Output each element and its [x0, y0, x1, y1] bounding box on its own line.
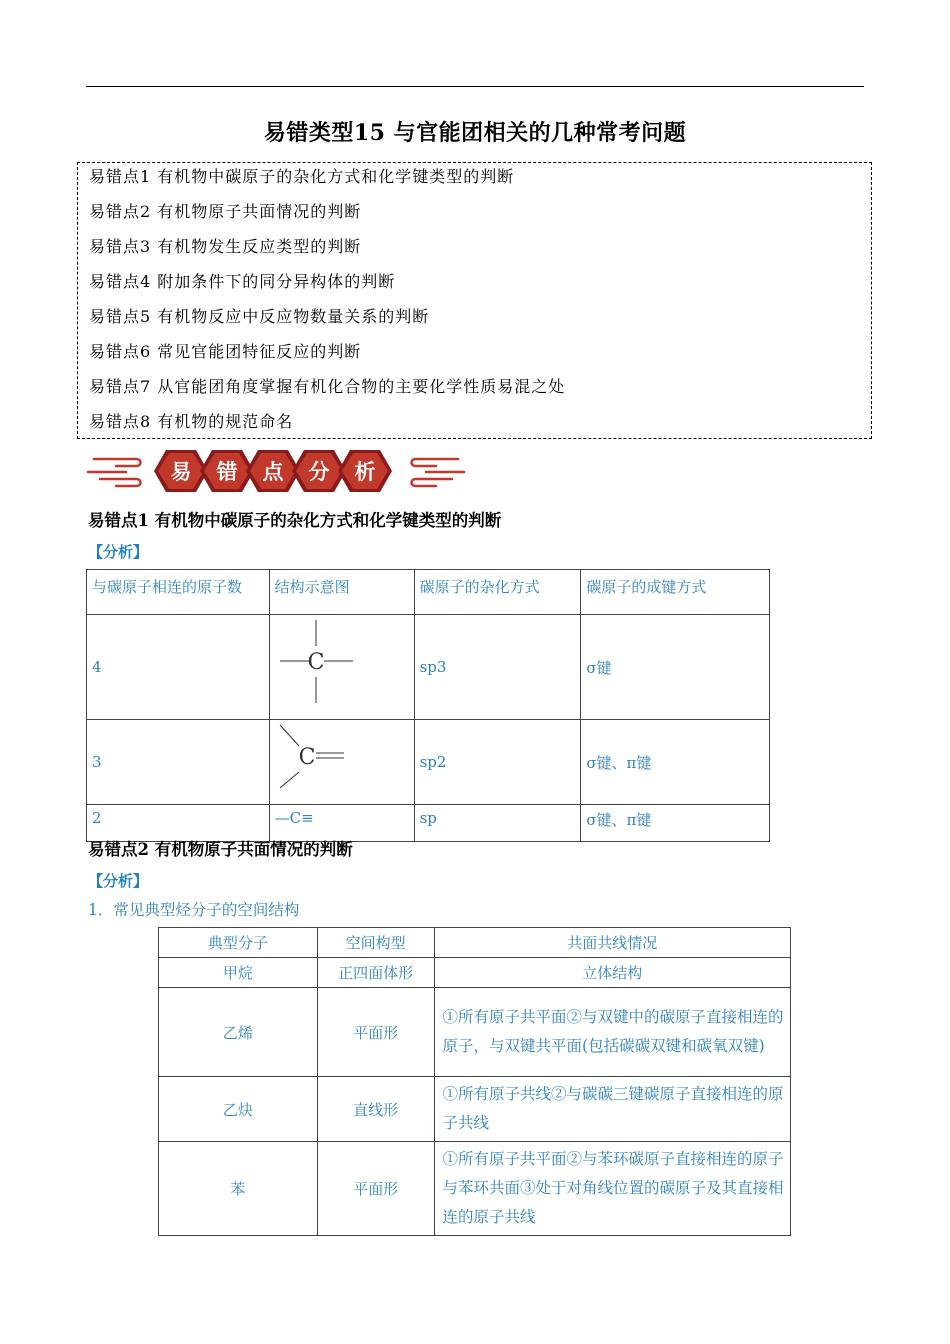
diagram-cell: —C≡ — [269, 805, 414, 842]
section-heading-1: 易错点1 有机物中碳原子的杂化方式和化学键类型的判断 — [88, 511, 502, 530]
subsection-note: 1．常见典型烃分子的空间结构 — [88, 901, 300, 919]
description-cell: ①所有原子共平面②与双键中的碳原子直接相连的原子，与双键共平面(包括碳碳双键和碳氧双键) — [434, 988, 790, 1077]
molecule-cell: 乙烯 — [159, 988, 318, 1077]
bond-cell: σ键 — [581, 615, 770, 720]
banner-char: 分 — [308, 460, 330, 484]
hybrid-cell: sp — [414, 805, 581, 842]
table-header-row — [87, 570, 770, 615]
table-row — [159, 988, 791, 1077]
toc-item[interactable]: 易错点3 有机物发生反应类型的判断 — [89, 237, 362, 256]
svg-text:C: C — [298, 745, 316, 770]
toc-item[interactable]: 易错点7 从官能团角度掌握有机化合物的主要化学性质易混之处 — [89, 377, 566, 396]
analysis-label-1: 【分析】 — [88, 543, 149, 561]
table-header-cell: 空间构型 — [317, 928, 434, 958]
hybridization-table — [86, 569, 770, 842]
banner-right-ornament — [412, 459, 465, 486]
table-row — [87, 615, 770, 720]
table-header-cell: 结构示意图 — [269, 570, 414, 615]
shape-cell: 直线形 — [317, 1077, 434, 1142]
molecule-cell: 甲烷 — [159, 958, 318, 988]
table-header-cell: 与碳原子相连的原子数 — [87, 570, 270, 615]
toc-item[interactable]: 易错点6 常见官能团特征反应的判断 — [89, 342, 362, 361]
toc-item[interactable]: 易错点2 有机物原子共面情况的判断 — [89, 202, 362, 221]
count-cell: 4 — [87, 615, 270, 720]
description-cell: ①所有原子共平面②与苯环碳原子直接相连的原子与苯环共面③处于对角线位置的碳原子及其直接相连的原子共线 — [434, 1142, 790, 1236]
header-rule — [86, 86, 864, 87]
sp2-carbon-diagram — [275, 720, 405, 800]
section-banner — [86, 446, 466, 496]
diagram-cell — [269, 615, 414, 720]
banner-left-ornament — [88, 459, 141, 486]
banner-char: 错 — [216, 460, 238, 484]
table-row — [159, 958, 791, 988]
shape-cell: 正四面体形 — [317, 958, 434, 988]
toc-item[interactable]: 易错点5 有机物反应中反应物数量关系的判断 — [89, 307, 430, 326]
count-cell: 3 — [87, 720, 270, 805]
coplanarity-table — [158, 927, 791, 1236]
shape-cell: 平面形 — [317, 1142, 434, 1236]
sp3-carbon-diagram — [275, 615, 405, 715]
diagram-cell — [269, 720, 414, 805]
shape-cell: 平面形 — [317, 988, 434, 1077]
bond-cell: σ键、π键 — [581, 720, 770, 805]
toc-box — [77, 162, 872, 439]
hybrid-cell: sp3 — [414, 615, 581, 720]
toc-item[interactable]: 易错点8 有机物的规范命名 — [89, 412, 294, 431]
analysis-label-2: 【分析】 — [88, 872, 149, 890]
description-cell: ①所有原子共线②与碳碳三键碳原子直接相连的原子共线 — [434, 1077, 790, 1142]
svg-text:C: C — [307, 650, 325, 675]
section-heading-2: 易错点2 有机物原子共面情况的判断 — [88, 840, 353, 859]
molecule-cell: 乙炔 — [159, 1077, 318, 1142]
table-header-row — [159, 928, 791, 958]
page-title: 易错类型15 与官能团相关的几种常考问题 — [263, 120, 687, 146]
molecule-cell: 苯 — [159, 1142, 318, 1236]
hybrid-cell: sp2 — [414, 720, 581, 805]
bond-cell: σ键、π键 — [581, 805, 770, 842]
count-cell: 2 — [87, 805, 270, 842]
table-header-cell: 共面共线情况 — [434, 928, 790, 958]
banner-char: 析 — [354, 460, 376, 484]
table-row — [159, 1142, 791, 1236]
toc-item[interactable]: 易错点1 有机物中碳原子的杂化方式和化学键类型的判断 — [89, 167, 515, 186]
banner-char: 点 — [262, 460, 284, 484]
table-row — [87, 720, 770, 805]
banner-char: 易 — [170, 460, 192, 484]
description-cell: 立体结构 — [434, 958, 790, 988]
table-row — [159, 1077, 791, 1142]
table-header-cell: 碳原子的杂化方式 — [414, 570, 581, 615]
table-header-cell: 碳原子的成键方式 — [581, 570, 770, 615]
toc-item[interactable]: 易错点4 附加条件下的同分异构体的判断 — [89, 272, 396, 291]
table-header-cell: 典型分子 — [159, 928, 318, 958]
